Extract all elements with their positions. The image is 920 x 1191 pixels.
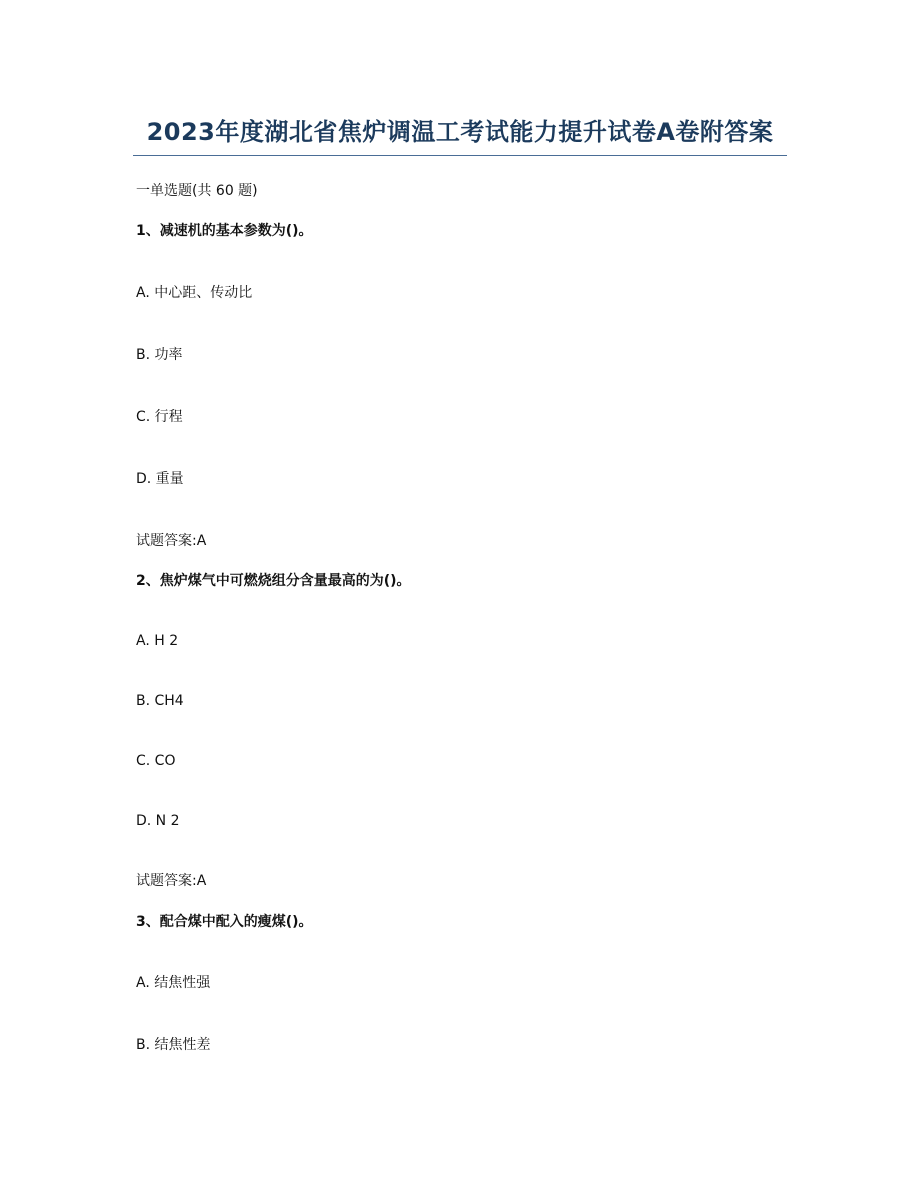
question-1-answer: 试题答案:A	[136, 533, 207, 549]
question-1-option-c: C. 行程	[136, 409, 183, 425]
question-2-option-c: C. CO	[136, 753, 176, 769]
question-3-option-a: A. 结焦性强	[136, 975, 211, 991]
section-header: 一单选题(共 60 题)	[136, 183, 258, 199]
document-title: 2023年度湖北省焦炉调温工考试能力提升试卷A卷附答案	[146, 118, 774, 146]
question-2-answer: 试题答案:A	[136, 873, 207, 889]
question-2-option-d: D. N 2	[136, 813, 180, 829]
question-2-option-a: A. H 2	[136, 633, 179, 649]
question-1-stem: 1、减速机的基本参数为()。	[136, 223, 313, 239]
question-2-option-b: B. CH4	[136, 693, 184, 709]
question-3-option-b: B. 结焦性差	[136, 1037, 211, 1053]
title-divider	[133, 155, 787, 156]
question-1-option-d: D. 重量	[136, 471, 184, 487]
question-2-stem: 2、焦炉煤气中可燃烧组分含量最高的为()。	[136, 573, 411, 589]
question-1-option-b: B. 功率	[136, 347, 183, 363]
question-3-stem: 3、配合煤中配入的瘦煤()。	[136, 914, 313, 930]
question-1-option-a: A. 中心距、传动比	[136, 285, 253, 301]
